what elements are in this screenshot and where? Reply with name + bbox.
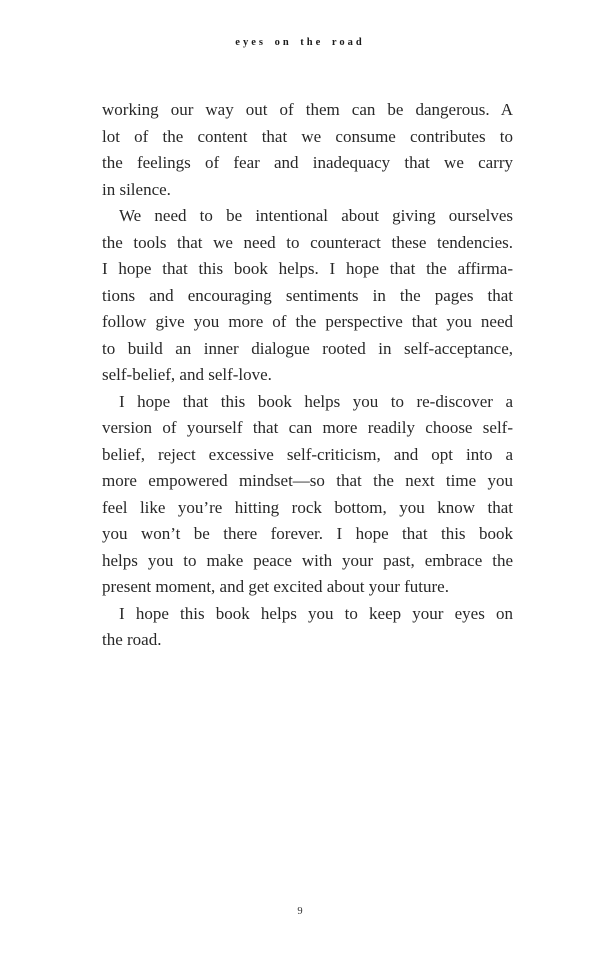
text-line: self-belief, and self-love. xyxy=(102,365,272,384)
text-line: We need to be intentional about giving ourselves xyxy=(119,206,513,225)
text-line: feel like you’re hitting rock bottom, you know that xyxy=(102,497,513,517)
paragraph xyxy=(102,97,513,203)
text-line: version of yourself that can more readily choose self- xyxy=(102,418,513,437)
running-header: eyes on the road xyxy=(235,37,365,48)
text-line: the road. xyxy=(102,630,162,649)
text-line: the feelings of fear and inadequacy that we carry xyxy=(102,153,513,172)
text-line: in silence. xyxy=(102,179,171,199)
text-line: I hope that this book helps. I hope that the affirma- xyxy=(102,259,513,278)
paragraph xyxy=(102,203,513,389)
text-line: follow give you more of the perspective that you need xyxy=(102,312,513,331)
text-line: the tools that we need to counteract these tendencies. xyxy=(102,232,513,252)
text-line: lot of the content that we consume contributes to xyxy=(102,126,513,146)
paragraph xyxy=(102,389,513,601)
text-line: working our way out of them can be dangerous. A xyxy=(102,100,513,119)
body-text xyxy=(102,97,513,654)
text-line: I hope this book helps you to keep your eyes on xyxy=(119,603,513,623)
text-line: more empowered mindset—so that the next time you xyxy=(102,471,513,490)
text-line: to build an inner dialogue rooted in self-acceptance, xyxy=(102,338,513,358)
text-line: I hope that this book helps you to re-discover a xyxy=(119,391,513,411)
paragraph xyxy=(102,601,513,654)
text-line: you won’t be there forever. I hope that this book xyxy=(102,524,513,543)
text-line: belief, reject excessive self-criticism, and opt into a xyxy=(102,444,513,464)
text-line: present moment, and get excited about your future. xyxy=(102,577,449,596)
text-line: tions and encouraging sentiments in the pages that xyxy=(102,285,513,305)
text-line: helps you to make peace with your past, embrace the xyxy=(102,550,513,570)
page-number: 9 xyxy=(297,906,303,917)
